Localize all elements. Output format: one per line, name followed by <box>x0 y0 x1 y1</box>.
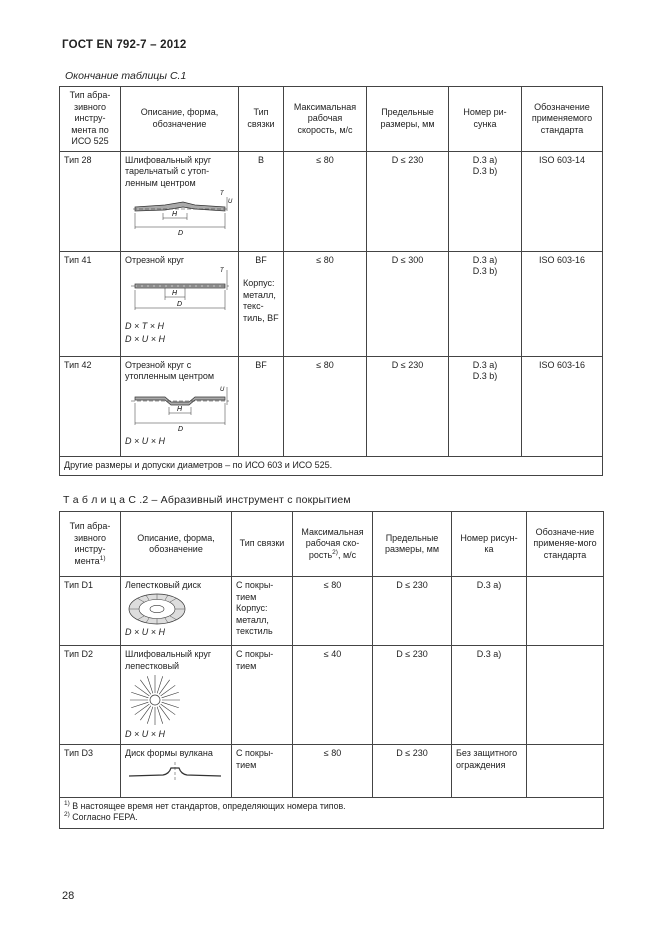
table1-caption: Окончание таблицы С.1 <box>65 70 187 82</box>
bond-detail: Корпус: металл, текстиль <box>236 603 273 636</box>
col-header-speed <box>293 512 373 577</box>
footnote-text: В настоящее время нет стандартов, определяющих номера типов. <box>69 801 346 811</box>
col-header-speed-unit: , м/с <box>337 549 357 560</box>
page-number: 28 <box>62 890 75 902</box>
description-text: Шлифовальный круг тарельчатый с утоп-ленным центром <box>125 154 212 188</box>
cell-description <box>121 646 232 745</box>
col-header-figure: Номер ри-сунка <box>449 87 522 152</box>
table2-caption: Т а б л и ц а С .2 – Абразивный инструмент с покрытием <box>63 494 351 506</box>
svg-text:T: T <box>220 268 224 274</box>
description-text: Отрезной круг с утопленным центром <box>125 359 215 381</box>
cell-figure <box>449 356 522 456</box>
cell-description <box>121 151 239 251</box>
svg-text:U: U <box>220 386 225 393</box>
table-row <box>60 251 603 356</box>
cell-bond: С покры-тием <box>232 646 293 745</box>
cell-bond: BF <box>239 356 284 456</box>
table-notes-row <box>60 798 604 829</box>
figure-ref-b: D.3 b) <box>472 166 498 176</box>
cell-limits: D ≤ 230 <box>373 646 452 745</box>
svg-text:U: U <box>228 199 233 205</box>
table-row <box>60 151 603 251</box>
table-c2-coated-abrasives <box>59 511 604 829</box>
cell-standard <box>527 646 604 745</box>
svg-text:H: H <box>177 405 183 413</box>
figure-ref-a: D.3 a) <box>472 359 498 370</box>
cell-description <box>121 356 239 456</box>
cell-speed: ≤ 80 <box>284 251 367 356</box>
cell-limits: D ≤ 230 <box>367 151 449 251</box>
col-header-limits: Предельные размеры, мм <box>373 512 452 577</box>
cell-speed: ≤ 80 <box>284 356 367 456</box>
cell-standard <box>527 577 604 646</box>
col-header-type: Тип абра-зивного инстру-мента по ИСО 525 <box>60 87 121 152</box>
svg-text:T: T <box>220 191 224 197</box>
table-row <box>60 577 604 646</box>
table-footer-note: Другие размеры и допуски диаметров – по ИСО 603 и ИСО 525. <box>60 456 603 475</box>
footnote-ref: 2) <box>332 548 338 556</box>
table-header-row <box>60 87 603 152</box>
svg-text:H: H <box>172 290 178 297</box>
cell-standard <box>527 745 604 798</box>
cell-bond <box>239 251 284 356</box>
cell-figure: Без защитного ограждения <box>452 745 527 798</box>
svg-text:D: D <box>177 301 183 308</box>
bond-code: С покры-тием <box>236 580 274 602</box>
cell-limits: D ≤ 300 <box>367 251 449 356</box>
table-row <box>60 646 604 745</box>
footnote-text: Согласно FEPA. <box>69 812 138 822</box>
svg-text:H: H <box>172 211 178 218</box>
cell-limits: D ≤ 230 <box>367 356 449 456</box>
depressed-center-cutoff-drawing <box>125 383 233 435</box>
footnote-marker: 2) <box>64 811 70 819</box>
cell-limits: D ≤ 230 <box>373 745 452 798</box>
cell-description <box>121 251 239 356</box>
description-text: Шлифовальный круг лепестковый <box>125 649 212 671</box>
col-header-description: Описание, форма, обозначение <box>121 87 239 152</box>
cell-standard: ISO 603-16 <box>522 356 603 456</box>
footnote-2 <box>64 812 599 823</box>
col-header-type <box>60 512 121 577</box>
col-header-standard: Обозначе-ние применяе-мого стандарта <box>527 512 604 577</box>
cell-standard: ISO 603-14 <box>522 151 603 251</box>
cell-speed: ≤ 80 <box>284 151 367 251</box>
cell-type: Тип D2 <box>60 646 121 745</box>
cell-type: Тип D1 <box>60 577 121 646</box>
bond-detail: Корпус: металл, текс-тиль, BF <box>243 278 279 323</box>
document-header: ГОСТ EN 792-7 – 2012 <box>62 39 187 51</box>
cell-description <box>121 745 232 798</box>
cell-bond: С покры-тием <box>232 745 293 798</box>
dimension-formula: D × T × H <box>125 321 165 331</box>
table-c1-continuation <box>59 86 603 476</box>
col-header-speed: Максимальная рабочая скорость, м/с <box>284 87 367 152</box>
cell-bond: B <box>239 151 284 251</box>
cell-limits: D ≤ 230 <box>373 577 452 646</box>
cell-figure <box>449 151 522 251</box>
description-text: Отрезной круг <box>125 254 185 265</box>
cell-bond <box>232 577 293 646</box>
col-header-bond: Тип связки <box>239 87 284 152</box>
footnote-marker: 1) <box>64 800 70 808</box>
figure-ref-b: D.3 b) <box>472 266 498 276</box>
flap-wheel-drawing <box>125 672 229 728</box>
table-row <box>60 356 603 456</box>
cell-description <box>121 577 232 646</box>
col-header-type-text: Тип абра-зивного инстру-мента <box>69 521 111 566</box>
cutoff-wheel-drawing <box>125 266 233 320</box>
cell-type: Тип 42 <box>60 356 121 456</box>
description-text: Лепестковый диск <box>125 580 201 590</box>
dimension-formula: D × U × H <box>125 333 166 344</box>
table-row <box>60 745 604 798</box>
col-header-standard: Обозначение применяемого стандарта <box>522 87 603 152</box>
col-header-limits: Предельные размеры, мм <box>367 87 449 152</box>
footnote-1 <box>64 801 599 812</box>
depressed-center-wheel-drawing <box>125 189 233 241</box>
cell-figure: D.3 a) <box>452 577 527 646</box>
cell-standard: ISO 603-16 <box>522 251 603 356</box>
cell-figure: D.3 a) <box>452 646 527 745</box>
dimension-formula: D × U × H <box>125 729 166 739</box>
dimension-formula: D × U × H <box>125 626 166 637</box>
col-header-description: Описание, форма, обозначение <box>121 512 232 577</box>
cell-type: Тип 41 <box>60 251 121 356</box>
figure-ref-a: D.3 a) <box>472 254 498 265</box>
cell-speed: ≤ 40 <box>293 646 373 745</box>
bond-code: BF <box>255 254 267 265</box>
cell-speed: ≤ 80 <box>293 577 373 646</box>
col-header-speed-text: Максимальная рабочая ско-рость <box>301 526 364 560</box>
figure-ref-a: D.3 a) <box>472 154 498 165</box>
table-header-row <box>60 512 604 577</box>
table-footnotes <box>60 798 604 829</box>
description-text: Диск формы вулкана <box>125 748 213 758</box>
flap-disc-drawing <box>125 592 229 626</box>
dimension-formula: D × U × H <box>125 435 166 446</box>
footnote-ref: 1) <box>99 554 106 562</box>
col-header-figure: Номер рисун-ка <box>452 512 527 577</box>
figure-ref-b: D.3 b) <box>472 371 498 381</box>
svg-text:D: D <box>178 425 184 433</box>
cell-type: Тип 28 <box>60 151 121 251</box>
svg-text:D: D <box>178 230 184 237</box>
volcano-disc-drawing <box>125 760 229 782</box>
cell-speed: ≤ 80 <box>293 745 373 798</box>
col-header-bond: Тип связки <box>232 512 293 577</box>
cell-figure <box>449 251 522 356</box>
cell-type: Тип D3 <box>60 745 121 798</box>
table-footer-row <box>60 456 603 475</box>
